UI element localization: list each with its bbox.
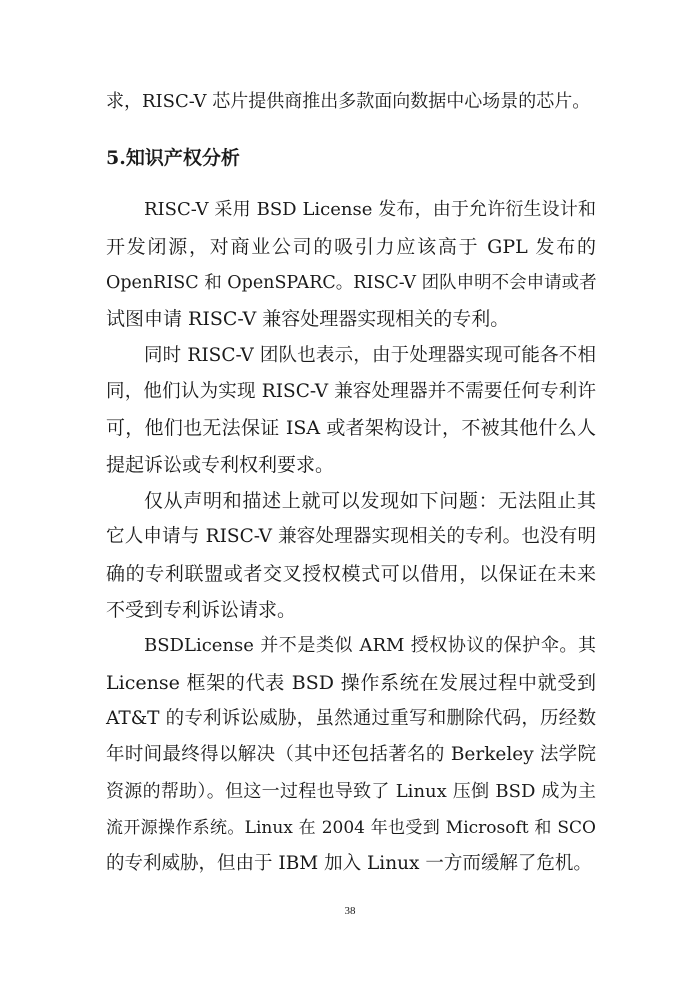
paragraph-1-line-4: 试图申请 RISC-V 兼容处理器实现相关的专利。 [106, 308, 510, 330]
paragraph-3-line-4: 不受到专利诉讼请求。 [106, 599, 297, 621]
paragraph-1-line-2: 开发闭源，对商业公司的吸引力应该高于 GPL 发布的 [106, 236, 596, 258]
page-number: 38 [344, 905, 356, 917]
paragraph-4-line-7: 的专利威胁，但由于 IBM 加入 Linux 一方而缓解了危机。 [106, 853, 592, 874]
paragraph-4-line-1: BSDLicense 并不是类似 ARM 授权协议的保护伞。其 [144, 635, 596, 656]
intro-line: 求，RISC-V 芯片提供商推出多款面向数据中心场景的芯片。 [106, 91, 591, 112]
paragraph-3-line-3: 确的专利联盟或者交叉授权模式可以借用，以保证在未来 [106, 563, 596, 585]
paragraph-2-line-1: 同时 RISC-V 团队也表示，由于处理器实现可能各不相 [144, 345, 596, 366]
paragraph-2-line-2: 同，他们认为实现 RISC-V 兼容处理器并不需要任何专利许 [106, 381, 596, 402]
paragraph-2-line-4: 提起诉讼或专利权利要求。 [106, 454, 335, 476]
paragraph-1-line-1: RISC-V 采用 BSD License 发布，由于允许衍生设计和 [144, 199, 596, 220]
paragraph-3-line-1: 仅从声明和描述上就可以发现如下问题：无法阻止其 [144, 490, 596, 512]
paragraph-4-line-2: License 框架的代表 BSD 操作系统在发展过程中就受到 [106, 672, 596, 694]
paragraph-1-line-3: OpenRISC 和 OpenSPARC。RISC-V 团队申明不会申请或者 [106, 273, 597, 293]
paragraph-4-line-4: 年时间最终得以解决（其中还包括著名的 Berkeley 法学院 [106, 744, 596, 765]
section-heading: 5.知识产权分析 [106, 147, 240, 169]
paragraph-3-line-2: 它人申请与 RISC-V 兼容处理器实现相关的专利。也没有明 [106, 526, 596, 547]
paragraph-2-line-3: 可，他们也无法保证 ISA 或者架构设计，不被其他什么人 [106, 417, 596, 439]
paragraph-4-line-3: AT&T 的专利诉讼威胁，虽然通过重写和删除代码，历经数 [106, 708, 596, 729]
paragraph-4-line-6: 流开源操作系统。Linux 在 2004 年也受到 Microsoft 和 SCO [106, 818, 596, 838]
paragraph-4-line-5: 资源的帮助）。但这一过程也导致了 Linux 压倒 BSD 成为主 [106, 781, 596, 802]
